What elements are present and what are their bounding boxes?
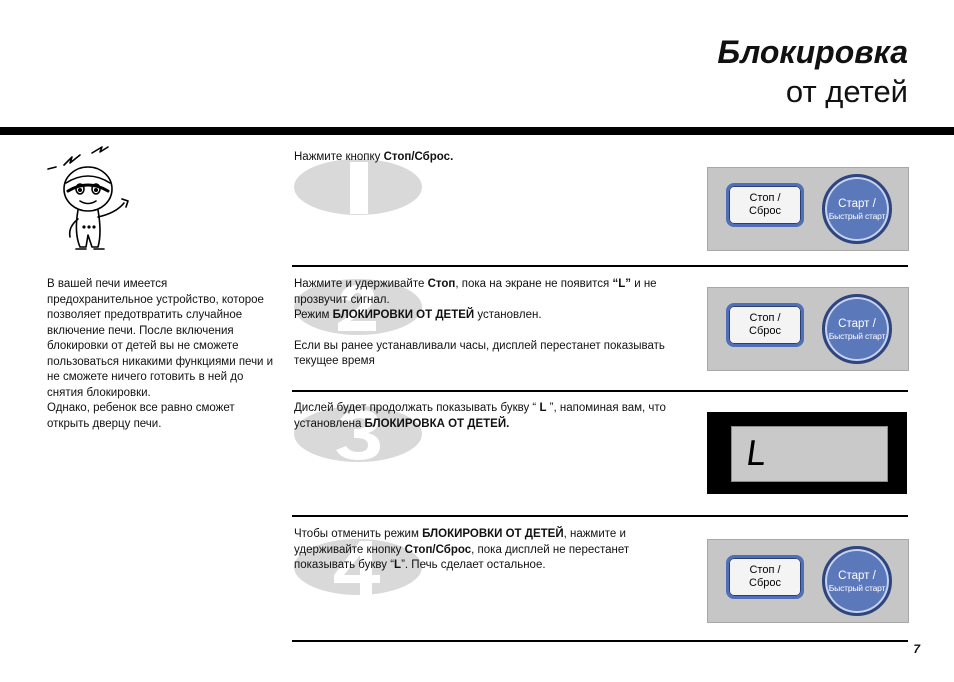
page-number: 7 (913, 642, 920, 656)
oven-display (707, 412, 907, 494)
step-divider (292, 390, 908, 392)
step-2-text: Нажмите и удерживайте Стоп, пока на экране не появится “L” и не прозвучит сигнал. Режим БЛОКИРОВКИ ОТ ДЕТЕЙ установлен. Если вы ранее устанавливали часы, дисплей перестанет показывать текущее время (294, 278, 665, 367)
step-divider (292, 515, 908, 517)
control-panel (707, 539, 909, 623)
step-1-text: Нажмите кнопку Стоп/Сброс. (294, 151, 454, 163)
start-quick-start-button[interactable]: Старт / Быстрый старт (822, 174, 892, 244)
start-quick-start-button[interactable]: Старт / Быстрый старт (822, 294, 892, 364)
step-3 (292, 390, 908, 516)
header-rule (0, 127, 954, 135)
lcd-screen (731, 426, 888, 482)
stop-reset-button[interactable]: Стоп / Сброс (726, 183, 804, 227)
step-divider (292, 265, 908, 267)
step-2 (292, 265, 908, 391)
child-mascot-illustration (46, 143, 146, 273)
stop-reset-button[interactable]: Стоп / Сброс (726, 303, 804, 347)
start-quick-start-button[interactable]: Старт / Быстрый старт (822, 546, 892, 616)
control-panel (707, 167, 909, 251)
intro-paragraph: В вашей печи имеется предохранительное устройство, которое позволяет предотвратить случайное включение печи. После включения блокировки от детей вы не сможете пользоваться никакими функциями печи и не сможете ничего готовить в ней до снятия блокировки. (47, 278, 274, 399)
step-4-text: Чтобы отменить режим БЛОКИРОВКИ ОТ ДЕТЕЙ, нажмите и удерживайте кнопку Стоп/Сброс, пока дисплей не перестанет показывать букву “L”. Печь сделает остальное. (294, 528, 630, 571)
step-3-text: Дислей будет продолжать показывать букву “ L ”, напоминая вам, что установлена БЛОКИРОВКА ОТ ДЕТЕЙ. (294, 402, 666, 430)
step-4 (292, 515, 908, 641)
step-1 (292, 143, 908, 265)
footer-rule (292, 640, 908, 642)
page-subtitle: от детей (785, 74, 908, 109)
stop-reset-button[interactable]: Стоп / Сброс (726, 555, 804, 599)
step-number-1 (292, 157, 424, 217)
intro-paragraph: Однако, ребенок все равно сможет открыть дверцу печи. (47, 402, 235, 430)
intro-text (47, 277, 275, 432)
page-title: Блокировка (717, 34, 908, 70)
lcd-lock-letter: L (743, 434, 770, 474)
control-panel (707, 287, 909, 371)
